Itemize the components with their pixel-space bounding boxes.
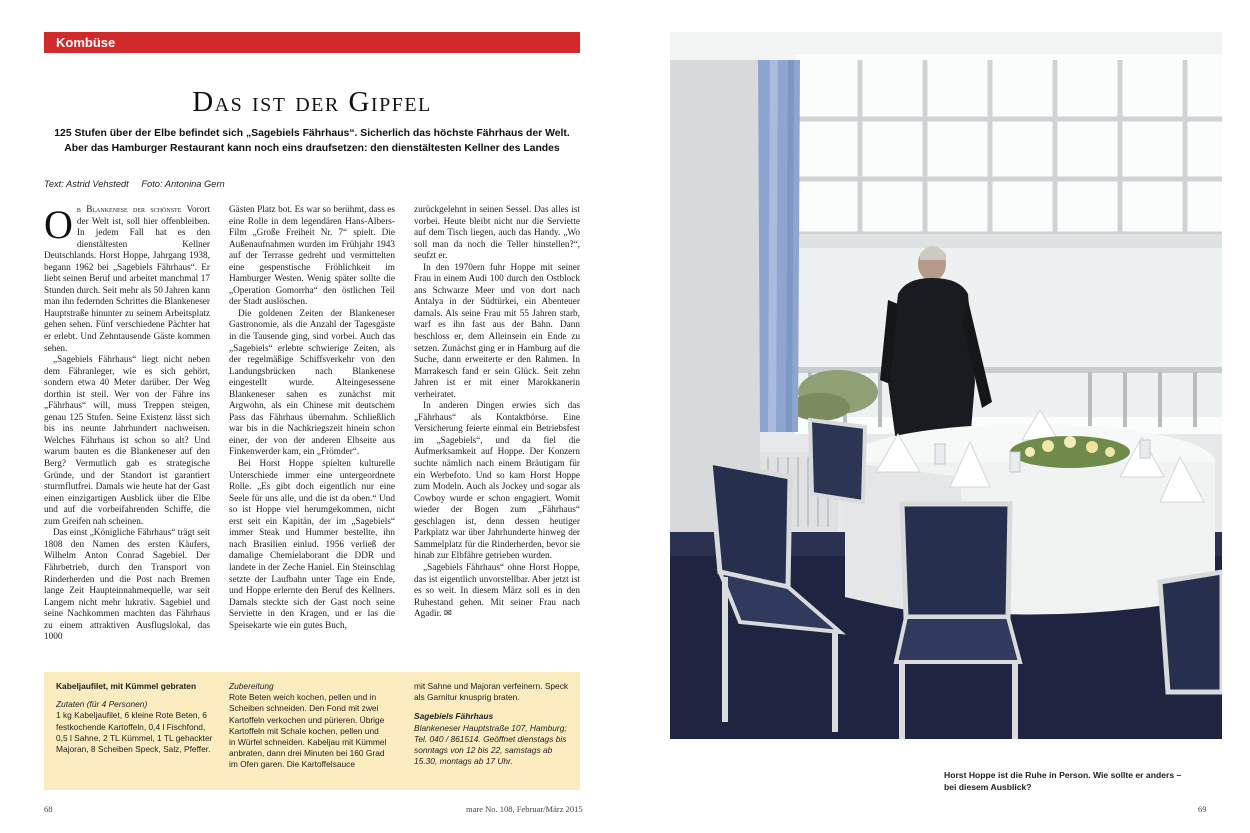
- article-column-1: [44, 205, 210, 667]
- article-paragraph: Die goldenen Zeiten der Blankeneser Gastronomie, als die Anzahl der Tagesgäste in die Tausende ging, sind vorbei. Auch das „Sagebiels“ erlebte schwierige Zeiten, als der regelmäßige Schiffsverkehr von den Landungsbrücken nach Blankenese eingestellt wurde. Alteingesessene Blankeneser sahen es zunächst mit Argwohn, als ein Chinese mit deutschem Pass das Fährhaus übernahm. Schließlich war bis in die Nachkriegszeit hinein schon einer, der von der anderen Elbseite aus Finkenwerder kam, ein „Frömder“.: [229, 308, 395, 458]
- article-paragraph: zurückgelehnt in seinen Sessel. Das alles ist vorbei. Heute bleibt nicht nur die Serviette auf dem Tisch liegen, auch das Handy. „Wo soll man da noch die Teller hinstellen?“, seufzt er.: [414, 205, 580, 262]
- article-paragraph: In anderen Dingen erwies sich das „Fährhaus“ als Kontaktbörse. Eine Versicherung feierte einmal ein Betriebsfest im „Sagebiels“, und da fiel die Aufmerksamkeit auf Hoppe. Der Konzern suchte nämlich nach einem Bräutigam für ein Werbefoto. Und so kam Horst Hoppe zum Modeln. Auch als Jockey und sogar als Cowboy wurde er schon engagiert. Womit wieder der Bogen zum „Fährhaus“ geschlagen ist, denn dessen heutiger Parkplatz war über Jahrhunderte hinweg der Sammelplatz für die Rinderherden, bevor sie hinab zur Elbfähre getrieben wurden.: [414, 401, 580, 562]
- article-subtitle: [44, 126, 580, 156]
- preparation-text: Rote Beten weich kochen, pellen und in Scheiben schneiden. Den Fond mit zwei Kartoffeln verkochen und pürieren. Übrige Kartoffeln mit Schale kochen, pellen und in Würfel schneiden. Kabeljau mit Kümmel anbraten, dann drei Minuten bei 160 Grad im Ofen garen. Die Kartoffelsauce: [229, 692, 387, 770]
- article-paragraph: Das einst „Königliche Fährhaus“ trägt seit 1808 den Namen des ersten Käufers, Wilhelm Anton Conrad Sagebiel. Der Fährbetrieb, durch den Transport von Rinderherden und die Post nach Bremen lange Zeit Haupteinnahmequelle, war seit Langem nicht mehr lukrativ. Sagebiel und seine Nachkommen machten das Fährhaus zu einem attraktiven Ausflugslokal, das 1000: [44, 528, 210, 643]
- photo-caption: Horst Hoppe ist die Ruhe in Person. Wie sollte er anders – bei diesem Ausblick?: [944, 770, 1182, 792]
- ingredients-list: 1 kg Kabeljaufilet, 6 kleine Rote Beten, 6 festkochende Kartoffeln, 0,4 l Fischfond, 0,5 l Sahne, 2 TL Kümmel, 1 TL gehackter Majoran, 8 Scheiben Speck, Salz, Pfeffer.: [56, 710, 213, 755]
- article-paragraph: Gästen Platz bot. Es war so berühmt, dass es eine Rolle in dem legendären Hans-Albers-Film „Große Freiheit Nr. 7“ spielt. Die Außenaufnahmen wurden im Frühjahr 1943 auf der Terrasse gedreht und vermittelten eine gespenstische Fröhlichkeit im Hamburger Westen. Wenig später sollte die „Operation Gomorrha“ den östlichen Teil der Stadt auslöschen.: [229, 205, 395, 308]
- subtitle-line-1: 125 Stufen über der Elbe befindet sich „Sagebiels Fährhaus“. Sicherlich das höchste Fährhaus der Welt.: [54, 128, 570, 139]
- ingredients-heading: Zutaten (für 4 Personen): [56, 699, 148, 710]
- article-paragraph: In den 1970ern fuhr Hoppe mit seiner Frau in einem Audi 100 durch den Ostblock ans Schwarze Meer und von dort nach Antalya in der Südtürkei, ein Abenteuer damals. Als seine Frau mit 55 Jahren starb, warf es ihn fast aus der Bahn. Dann beschloss er, dem Alleinsein ein Ende zu setzen. Zunächst ging er in Hamburg auf die Suche, dann erweiterte er den Rahmen. In Marrakesch fand er sein Glück. Seit zehn Jahren ist er mit einer Marokkanerin verheiratet.: [414, 262, 580, 400]
- article-paragraph: Ob Blankenese der schönste Vorort der Welt ist, soll hier offenbleiben. In jedem Fall hat es den dienstältesten Kellner Deutschlands. Horst Hoppe, Jahrgang 1938, begann 1962 bei „Sagebiels Fährhaus“. Er liebt seinen Beruf und arbeitet manchmal 17 Stunden durch. Seit mehr als 50 Jahren kann man ihn federnden Schrittes die Blankeneser Hauptstraße hinunter zu seinem Arbeitsplatz gehen sehen. Fünf verschiedene Pächter hat er erlebt. Und Zehntausende Gäste kommen sehen.: [44, 205, 210, 354]
- restaurant-photo: [670, 32, 1222, 739]
- venue-address: Blankeneser Hauptstraße 107, Hamburg; Tel. 040 / 861514. Geöffnet dienstags bis sonntags von 12 bis 22, samstags ab 15.30, montags ab 17 Uhr.: [414, 722, 567, 767]
- page-number-right: 69: [1198, 804, 1207, 814]
- issue-info: mare No. 108, Februar/März 2015: [466, 804, 583, 814]
- preparation-text-cont: mit Sahne und Majoran verfeinern. Speck als Garnitur knusprig braten.: [414, 681, 569, 703]
- section-header: [44, 32, 580, 53]
- article-column-2: [229, 205, 395, 667]
- article-title: Das ist der Gipfel: [192, 86, 432, 118]
- article-paragraph: Bei Horst Hoppe spielten kulturelle Unterschiede immer eine untergeordnete Rolle. „Es gibt doch eigentlich nur eine Seele für uns alle, und die ist da oben.“ Und so ist Hoppe viel herumgekommen, nicht erst seit ein Kapitän, der im „Sagebiels“ immer Steak und Hummer bestellte, ihn nach Brasilien einlud. 1956 verließ der damalige Chemielaborant die DDR und landete in der Zeche Haniel. Ein Steinschlag setzte der Laufbahn unter Tage ein Ende, und Hoppe erlernte den Beruf des Kellners. Damals steckte sich der Gast noch seine Serviette in den Kragen, und er las die Speisekarte wie ein gutes Buch,: [229, 459, 395, 631]
- subtitle-line-2: Aber das Hamburger Restaurant kann noch eins draufsetzen: den dienstältesten Kellner des Landes: [64, 143, 560, 154]
- recipe-box: [44, 672, 580, 790]
- recipe-column-1: [56, 681, 214, 755]
- recipe-column-3: [414, 681, 572, 767]
- end-mark-icon: ✉: [443, 609, 452, 620]
- article-column-3: [414, 205, 580, 667]
- article-paragraph: „Sagebiels Fährhaus“ liegt nicht neben dem Fähranleger, wie es sich gehört, sondern etwa 40 Meter darüber. Der Weg dorthin ist steil. Wer von der Fähre ins „Fährhaus“ will, muss Treppen steigen, genau 125 Stufen. Seine Existenz lässt sich bis ins neunte Jahrhundert nachweisen. Welches Fährhaus ist schon so alt? Und warum bauten es die Blankeneser auf den Berg? Vermutlich gab es strategische Gründe, und der Standort ist garantiert sturmflutfrei. Damals wie heute hat der Gast einen einzigartigen Ausblick über die Elbe und auf die vorbeifahrenden Schiffe, die zum Greifen nah scheinen.: [44, 355, 210, 527]
- preparation-heading: Zubereitung: [229, 681, 274, 691]
- drop-cap: O: [44, 205, 73, 247]
- page-number-left: 68: [44, 804, 53, 814]
- recipe-column-2: [229, 681, 387, 771]
- article-paragraph: „Sagebiels Fährhaus“ ohne Horst Hoppe, das ist eigentlich unvorstellbar. Aber jetzt ist es so weit. In diesem März soll es in den Ruhestand gehen. Mit seiner Frau nach Agadir. ✉: [414, 562, 580, 620]
- credit-photo: Foto: Antonina Gern: [141, 179, 225, 189]
- credits: [44, 179, 225, 189]
- venue-name: Sagebiels Fährhaus: [414, 711, 494, 722]
- lead-in: b Blankenese der schönste: [76, 205, 182, 215]
- recipe-title: Kabeljaufilet, mit Kümmel gebraten: [56, 681, 197, 691]
- section-label: Kombüse: [56, 35, 116, 50]
- credit-text: Text: Astrid Vehstedt: [44, 179, 129, 189]
